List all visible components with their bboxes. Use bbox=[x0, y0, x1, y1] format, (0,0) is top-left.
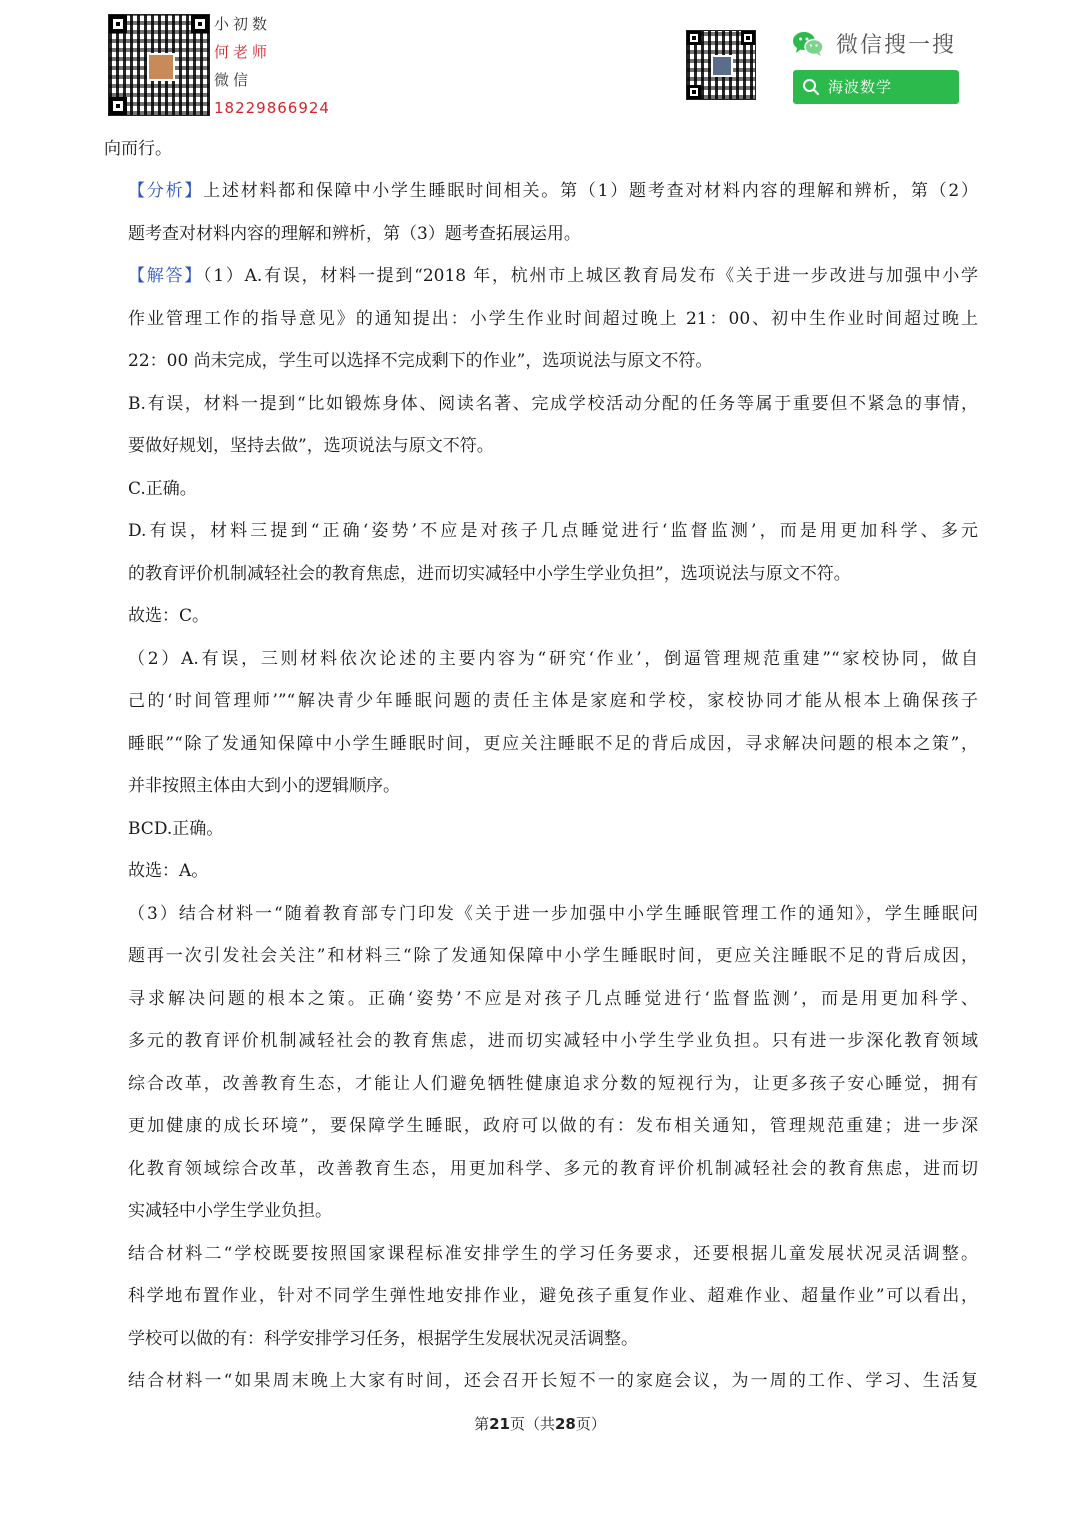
text-line: 科学地布置作业，针对不同学生弹性地安排作业，避免孩子重复作业、超难作业、超量作业”可以看出， bbox=[128, 1286, 978, 1306]
text-line: 结合材料一“如果周末晚上大家有时间，还会召开长短不一的家庭会议，为一周的工作、学习、生活复 bbox=[128, 1371, 978, 1391]
text-line: D.有误，材料三提到“正确‘姿势’不应是对孩子几点睡觉进行‘监督监测’，而是用更加科学、多元 bbox=[128, 521, 978, 541]
contact-line-1: 小初数 bbox=[214, 15, 272, 33]
answer-tag: 【解答】 bbox=[128, 266, 204, 286]
text-line: 多元的教育评价机制减轻社会的教育焦虑，进而切实减轻中小学生学业负担。只有进一步深化教育领域 bbox=[128, 1031, 978, 1051]
qr-code-wechat bbox=[686, 30, 756, 100]
text-line: 睡眠”“除了发通知保障中小学生睡眠时间，更应关注睡眠不足的背后成因，寻求解决问题的根本之策”， bbox=[128, 734, 978, 754]
qr-code-contact bbox=[108, 14, 210, 116]
text-line: （2）A.有误，三则材料依次论述的主要内容为“研究‘作业’，倒逼管理规范重建”“家校协同，做自 bbox=[128, 649, 978, 669]
wechat-search-brand bbox=[792, 26, 962, 62]
current-page: 21 bbox=[489, 1415, 510, 1433]
text-line: 【分析】上述材料都和保障中小学生睡眠时间相关。第（1）题考查对材料内容的理解和辨析，第（2） bbox=[128, 181, 979, 201]
analysis-tag: 【分析】 bbox=[128, 181, 204, 201]
page-header bbox=[0, 0, 1080, 130]
text-line: 己的‘时间管理师’”“解决青少年睡眠问题的责任主体是家庭和学校，家校协同才能从根本上确保孩子 bbox=[128, 691, 978, 711]
search-button[interactable] bbox=[793, 70, 959, 104]
contact-phone: 18229866924 bbox=[214, 99, 330, 117]
text-line: 向而行。 bbox=[104, 139, 172, 159]
text-line: 学校可以做的有：科学安排学习任务，根据学生发展状况灵活调整。 bbox=[128, 1329, 638, 1349]
text-line: （3）结合材料一“随着教育部专门印发《关于进一步加强中小学生睡眠管理工作的通知》，学生睡眠问 bbox=[128, 904, 978, 924]
avatar bbox=[147, 53, 175, 81]
search-keyword: 海波数学 bbox=[828, 78, 893, 96]
wechat-search-label: 微信搜一搜 bbox=[836, 33, 957, 58]
wechat-icon bbox=[792, 30, 824, 58]
text-line: 【解答】（1）A.有误，材料一提到“2018 年，杭州市上城区教育局发布《关于进一步改进与加强中小学 bbox=[128, 266, 979, 286]
total-pages: 28 bbox=[555, 1415, 576, 1433]
text-line: 的教育评价机制减轻社会的教育焦虑，进而切实减轻中小学生学业负担”，选项说法与原文不符。 bbox=[128, 564, 851, 584]
contact-line-2: 何老师 bbox=[214, 43, 272, 61]
text-line: 故选：A。 bbox=[128, 861, 209, 881]
text-line: 实减轻中小学生学业负担。 bbox=[128, 1201, 332, 1221]
text-line: 作业管理工作的指导意见》的通知提出：小学生作业时间超过晚上 21：00、初中生作业时间超过晚上 bbox=[128, 309, 978, 329]
text-line: 并非按照主体由大到小的逻辑顺序。 bbox=[128, 776, 400, 796]
text-line: 要做好规划，坚持去做”，选项说法与原文不符。 bbox=[128, 436, 494, 456]
page-number: 第21页（共28页） bbox=[474, 1415, 606, 1433]
text-line: 化教育领域综合改革，改善教育生态，用更加科学、多元的教育评价机制减轻社会的教育焦虑，进而切 bbox=[128, 1159, 978, 1179]
text-line: 结合材料二“学校既要按照国家课程标准安排学生的学习任务要求，还要根据儿童发展状况灵活调整。 bbox=[128, 1244, 978, 1264]
contact-info bbox=[214, 10, 330, 122]
text-line: 综合改革，改善教育生态，才能让人们避免牺牲健康追求分数的短视行为，让更多孩子安心睡觉，拥有 bbox=[128, 1074, 978, 1094]
text-line: C.正确。 bbox=[128, 479, 197, 499]
contact-line-3: 微信 bbox=[214, 71, 253, 89]
text-line: 题再一次引发社会关注”和材料三“除了发通知保障中小学生睡眠时间，更应关注睡眠不足的背后成因， bbox=[128, 946, 978, 966]
search-icon bbox=[802, 78, 820, 96]
text-line: 寻求解决问题的根本之策。正确‘姿势’不应是对孩子几点睡觉进行‘监督监测’，而是用更加科学、 bbox=[128, 989, 978, 1009]
text-line: B.有误，材料一提到“比如锻炼身体、阅读名著、完成学校活动分配的任务等属于重要但不紧急的事情， bbox=[128, 394, 978, 414]
text-line: BCD.正确。 bbox=[128, 819, 224, 839]
text-line: 故选：C。 bbox=[128, 606, 210, 626]
text-line: 更加健康的成长环境”，要保障学生睡眠，政府可以做的有：发布相关通知，管理规范重建；进一步深 bbox=[128, 1116, 978, 1136]
text-line: 22：00 尚未完成，学生可以选择不完成剩下的作业”，选项说法与原文不符。 bbox=[128, 351, 713, 371]
text-line: 题考查对材料内容的理解和辨析，第（3）题考查拓展运用。 bbox=[128, 224, 581, 244]
